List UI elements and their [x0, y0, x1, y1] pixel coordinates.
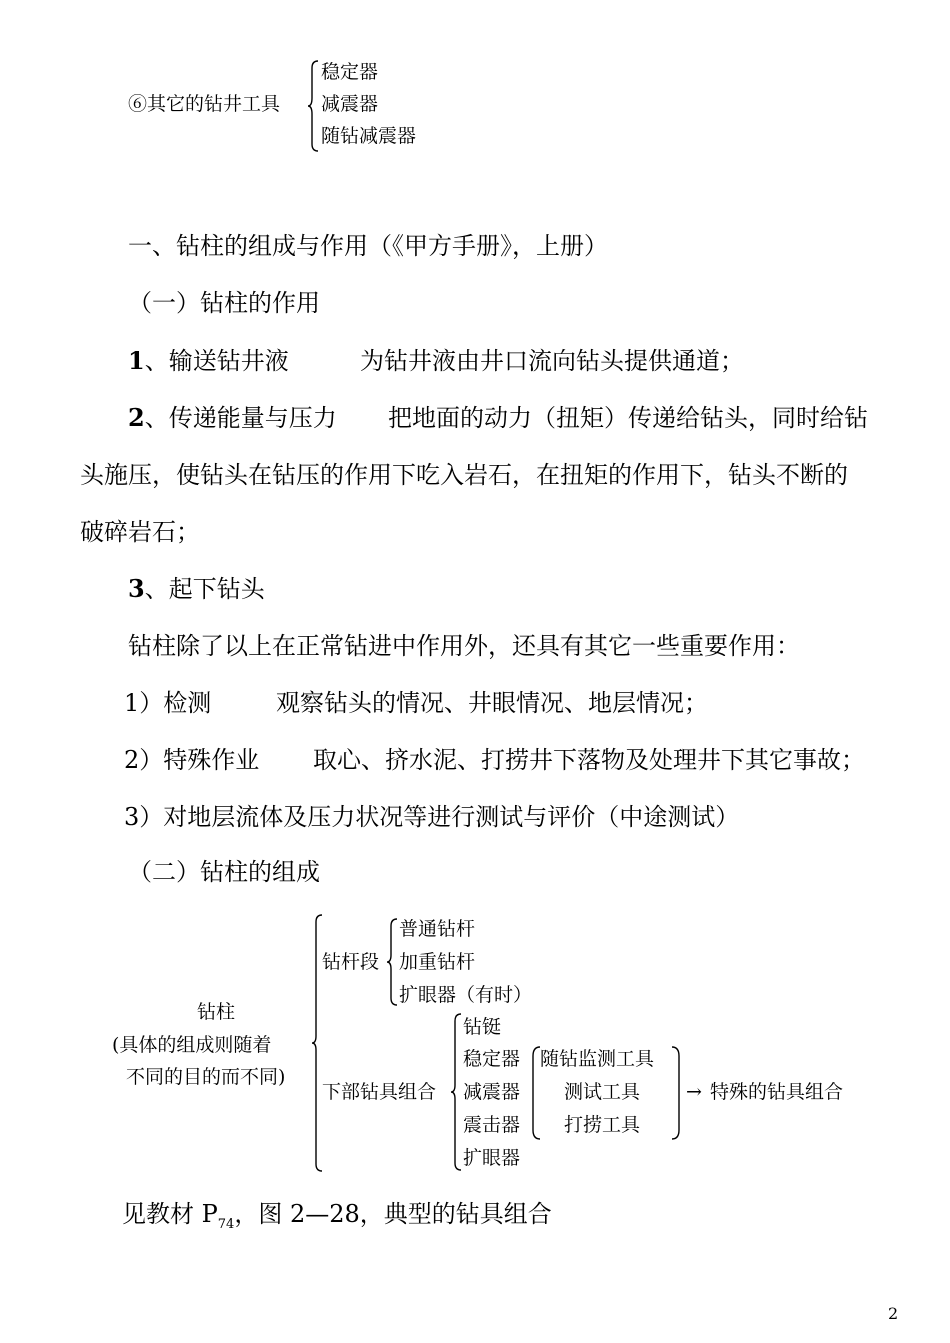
item-number: 1 [128, 346, 145, 375]
other-function-desc: 取心、挤水泥、打捞井下落物及处理井下其它事故； [313, 746, 865, 774]
paragraph-line: 头施压，使钻头在钻压的作用下吃入岩石，在扭矩的作用下，钻头不断的 [80, 461, 848, 489]
item-title: 、起下钻头 [144, 575, 265, 603]
function-item-1-desc: 为钻井液由井口流向钻头提供通道； [360, 347, 744, 375]
other-tools-item: 随钻减震器 [321, 125, 417, 147]
page-number: 2 [888, 1304, 899, 1323]
arrow-icon: → [686, 1081, 702, 1103]
reference-page: 74 [217, 1216, 235, 1232]
drill-pipe-item: 扩眼器（有时） [399, 984, 533, 1006]
root-title: 钻柱 [196, 1001, 235, 1023]
drill-pipe-section: 钻杆段 [322, 951, 380, 973]
bha-item: 钻铤 [463, 1016, 502, 1038]
drill-string-root [110, 1001, 322, 1023]
reference-suffix: ，图 2—28，典型的钻具组合 [234, 1200, 552, 1228]
paragraph-line: 破碎岩石； [80, 518, 200, 546]
other-tools-item: 减震器 [321, 93, 379, 115]
function-item-2 [128, 404, 337, 432]
item-title: 、输送钻井液 [144, 347, 289, 375]
bha-item: 震击器 [463, 1114, 521, 1136]
root-note: (具体的组成则随着 [112, 1034, 272, 1056]
other-function-label: 3）对地层流体及压力状况等进行测试与评价（中途测试） [124, 803, 740, 831]
bha-label: 下部钻具组合 [322, 1081, 437, 1103]
other-tools-label: ⑥其它的钻井工具 [128, 93, 281, 115]
bha-item: 稳定器 [463, 1048, 521, 1070]
paragraph-line: 钻柱除了以上在正常钻进中作用外，还具有其它一些重要作用： [128, 632, 800, 660]
reference-prefix: 见教材 P [122, 1200, 218, 1228]
other-function-label: 1）检测 [124, 689, 212, 717]
function-item-1 [128, 347, 289, 375]
item-number: 2 [128, 403, 145, 432]
other-tools-item: 稳定器 [321, 61, 379, 83]
special-assembly-label: 特殊的钻具组合 [710, 1081, 844, 1103]
section-heading: 一、钻柱的组成与作用（《甲方手册》，上册） [128, 232, 608, 260]
textbook-reference [122, 1200, 552, 1239]
drill-pipe-brace [387, 918, 399, 1006]
other-tools-brace [308, 60, 320, 152]
bha-item: 减震器 [463, 1081, 521, 1103]
item-number: 3 [128, 574, 145, 603]
subsection-heading: （二）钻柱的组成 [128, 858, 320, 886]
other-function-label: 2）特殊作业 [124, 746, 260, 774]
function-item-2-desc: 把地面的动力（扭矩）传递给钻头，同时给钻 [388, 404, 868, 432]
other-function-desc: 观察钻头的情况、井眼情况、地层情况； [276, 689, 708, 717]
drill-pipe-item: 普通钻杆 [399, 918, 476, 940]
function-item-3 [128, 575, 265, 603]
drill-pipe-item: 加重钻杆 [399, 951, 476, 973]
item-title: 、传递能量与压力 [144, 404, 337, 432]
special-tools-right-paren [671, 1046, 681, 1140]
special-tool-item: 随钻监测工具 [540, 1048, 655, 1070]
special-tool-item: 测试工具 [564, 1081, 641, 1103]
subsection-heading: （一）钻柱的作用 [128, 289, 320, 317]
bha-item: 扩眼器 [463, 1147, 521, 1169]
special-tool-item: 打捞工具 [564, 1114, 641, 1136]
root-note: 不同的目的而不同) [126, 1066, 286, 1088]
bha-brace [451, 1013, 463, 1171]
